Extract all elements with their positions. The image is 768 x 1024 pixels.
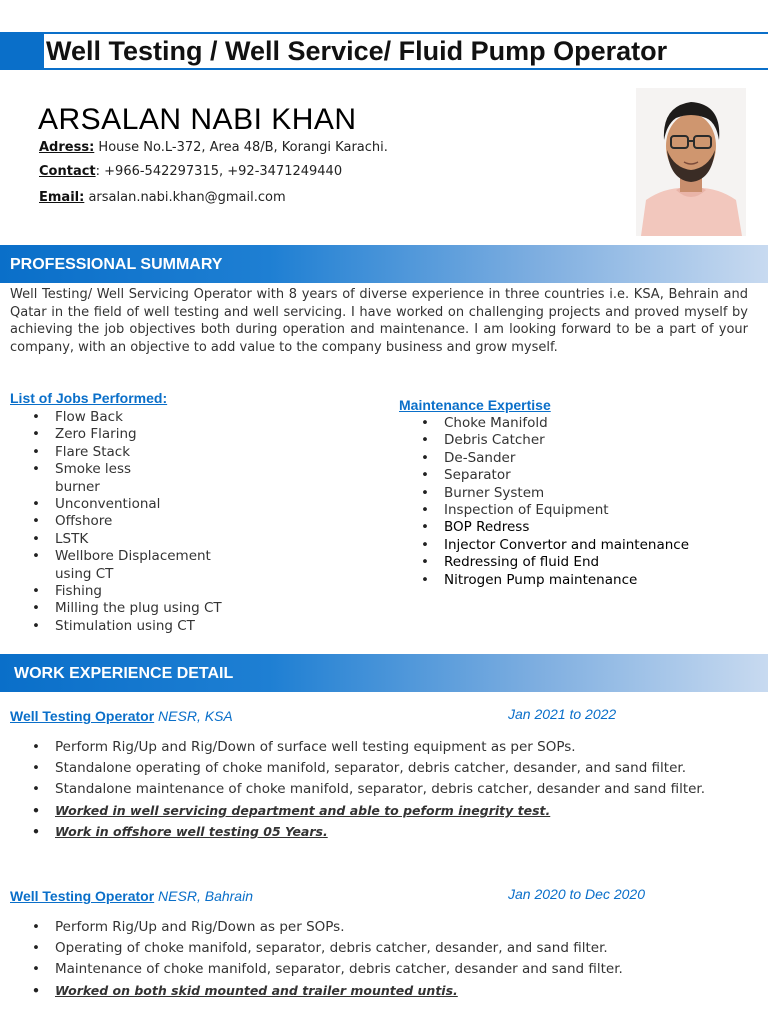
job-company: NESR, Bahrain bbox=[154, 888, 253, 904]
list-item: • Fishing bbox=[30, 583, 240, 600]
list-item: • Redressing of fluid End bbox=[419, 554, 749, 571]
list-item: • Worked in well servicing department and able to peform inegrity test. bbox=[30, 800, 760, 821]
resume-title: Well Testing / Well Service/ Fluid Pump Operator bbox=[46, 36, 668, 66]
jobs-performed-list bbox=[30, 409, 240, 635]
list-item: • Zero Flaring bbox=[30, 426, 240, 443]
address-line bbox=[39, 140, 388, 155]
address-label: Adress: bbox=[39, 140, 95, 155]
list-item: • Perform Rig/Up and Rig/Down as per SOPs. bbox=[30, 917, 760, 938]
list-item: • Flare Stack bbox=[30, 444, 240, 461]
job-title: Well Testing Operator bbox=[10, 708, 155, 724]
list-item: • Inspection of Equipment bbox=[419, 502, 749, 519]
email-value: arsalan.nabi.khan@gmail.com bbox=[84, 190, 286, 205]
candidate-name: ARSALAN NABI KHAN bbox=[38, 103, 357, 136]
job-2-duties bbox=[30, 917, 760, 1001]
jobs-performed-heading: List of Jobs Performed: bbox=[10, 390, 168, 406]
list-item: • Work in offshore well testing 05 Years. bbox=[30, 821, 760, 842]
list-item: • Injector Convertor and maintenance bbox=[419, 537, 749, 554]
job-1-header bbox=[10, 706, 233, 725]
job-dates: Jan 2021 to 2022 bbox=[508, 706, 617, 722]
list-item: • Choke Manifold bbox=[419, 415, 749, 432]
profile-photo bbox=[636, 88, 746, 236]
job-2-header bbox=[10, 886, 253, 905]
list-item: • Worked on both skid mounted and trailer mounted untis. bbox=[30, 980, 760, 1001]
maintenance-list bbox=[419, 415, 749, 589]
job-title: Well Testing Operator bbox=[10, 888, 155, 904]
list-item: • LSTK bbox=[30, 531, 240, 548]
list-item: • Standalone maintenance of choke manifold, separator, debris catcher, desander and sand filter. bbox=[30, 779, 760, 800]
list-item: • Unconventional bbox=[30, 496, 240, 513]
title-accent-block bbox=[0, 32, 44, 70]
contact-line bbox=[39, 164, 342, 179]
list-item: • Smoke less burner bbox=[30, 461, 150, 496]
list-item: • Stimulation using CT bbox=[30, 618, 240, 635]
list-item: • Nitrogen Pump maintenance bbox=[419, 572, 749, 589]
contact-label: Contact bbox=[39, 164, 96, 179]
summary-text: Well Testing/ Well Servicing Operator with 8 years of diverse experience in three countries i.e. KSA, Behrain and Qatar in the field of well testing and well servicing. I have worked on challenging projects and proved myself by achieving the job objectives both during operation and maintenance. I am looking forward to be a part of your company, with an objective to add value to the company business and grow myself. bbox=[10, 287, 748, 355]
summary-heading: PROFESSIONAL SUMMARY bbox=[10, 256, 223, 273]
list-item: • Wellbore Displacement using CT bbox=[30, 548, 225, 583]
contact-value: : +966-542297315, +92-3471249440 bbox=[95, 164, 343, 179]
list-item: • De-Sander bbox=[419, 450, 749, 467]
list-item: • Separator bbox=[419, 467, 749, 484]
job-dates: Jan 2020 to Dec 2020 bbox=[508, 886, 645, 902]
list-item: • Offshore bbox=[30, 513, 240, 530]
list-item: • Flow Back bbox=[30, 409, 240, 426]
list-item: • Perform Rig/Up and Rig/Down of surface well testing equipment as per SOPs. bbox=[30, 737, 760, 758]
list-item: • Milling the plug using CT bbox=[30, 600, 240, 617]
job-company: NESR, KSA bbox=[154, 708, 233, 724]
job-1-duties bbox=[30, 737, 760, 842]
maintenance-heading: Maintenance Expertise bbox=[399, 397, 551, 413]
list-item: • Standalone operating of choke manifold, separator, debris catcher, desander, and sand filter. bbox=[30, 758, 760, 779]
email-label: Email: bbox=[39, 190, 85, 205]
address-value: House No.L-372, Area 48/B, Korangi Karachi. bbox=[94, 140, 388, 155]
list-item: • Maintenance of choke manifold, separator, debris catcher, desander and sand filter. bbox=[30, 959, 760, 980]
list-item: • BOP Redress bbox=[419, 519, 749, 536]
list-item: • Debris Catcher bbox=[419, 432, 749, 449]
email-line bbox=[39, 190, 286, 205]
experience-heading: WORK EXPERIENCE DETAIL bbox=[14, 665, 234, 682]
list-item: • Operating of choke manifold, separator, debris catcher, desander, and sand filter. bbox=[30, 938, 760, 959]
list-item: • Burner System bbox=[419, 485, 749, 502]
